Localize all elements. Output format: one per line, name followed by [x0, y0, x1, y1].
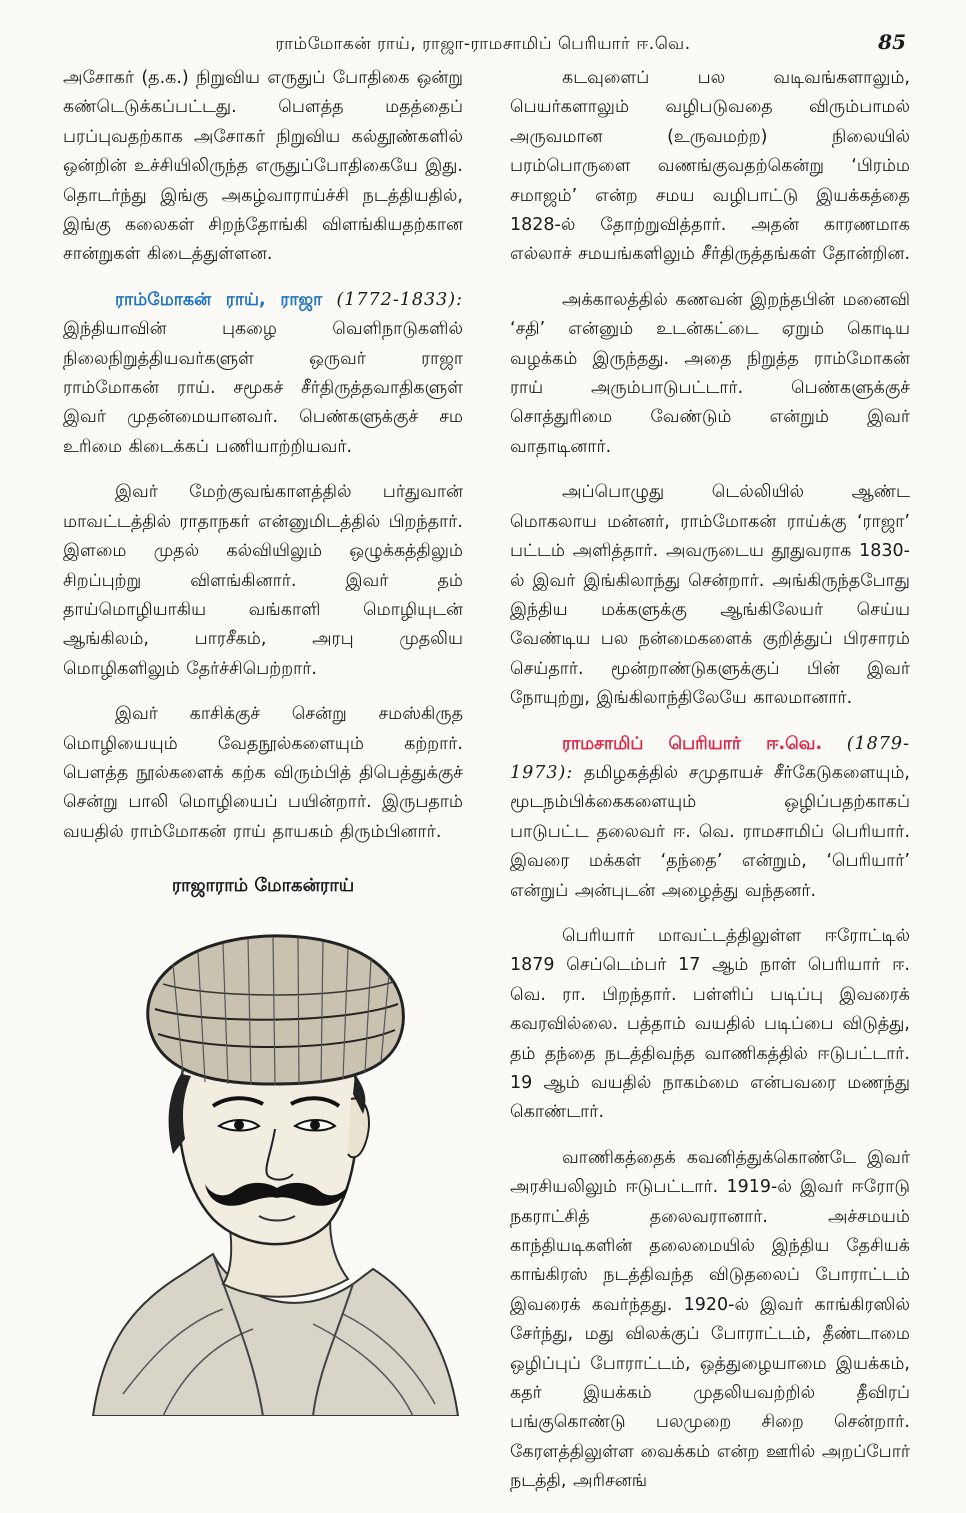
entry-paragraph [510, 730, 910, 906]
paragraph: இவர் காசிக்குச் சென்று சமஸ்கிருத மொழியையும் வேதநூல்களையும் கற்றார். பௌத்த நூல்களைக் கற்க விரும்பித் திபெத்துக்குச் சென்று பாலி மொழியைப் பயின்றார். இருபதாம் வயதில் ராம்மோகன் ராய் தாயகம் திரும்பினார். [63, 704, 463, 842]
entry-text: இந்தியாவின் புகழை வெளிநாடுகளில் நிலைநிறுத்தியவர்களுள் ஒருவர் ராஜா ராம்மோகன் ராய். சமூகச் சீர்திருத்தவாதிகளுள் இவர் முதன்மையானவர். பெண்களுக்குச் சம உரிமை கிடைக்கப் பணியாற்றியவர். [63, 319, 463, 457]
paragraph: வாணிகத்தைக் கவனித்துக்கொண்டே இவர் அரசியலிலும் ஈடுபட்டார். 1919-ல் இவர் ஈரோடு நகராட்சித் தலைவரானார். அச்சமயம் காந்தியடிகளின் தலைமையில் இந்திய தேசியக் காங்கிரஸ் நடத்திவந்த விடுதலைப் போராட்டம் இவரைக் கவர்ந்தது. 1920-ல் இவர் காங்கிரஸில் சேர்ந்து, மது விலக்குப் போராட்டம், தீண்டாமை ஒழிப்புப் போராட்டம், ஒத்துழையாமை இயக்கம், கதர் இயக்கம் முதலியவற்றில் தீவிரப் பங்குகொண்டு பலமுறை சிறை சென்றார். கேரளத்திலுள்ள வைக்கம் என்ற ஊரில் அறப்போர் நடத்தி, அரிசனங் [510, 1147, 910, 1492]
paragraph: இவர் மேற்குவங்காளத்தில் பர்துவான் மாவட்டத்தில் ராதாநகர் என்னுமிடத்தில் பிறந்தார். இளமை முதல் கல்வியிலும் ஒழுக்கத்திலும் சிறப்புற்று விளங்கினார். இவர் தம் தாய்மொழியாகிய வங்காளி மொழியுடன் ஆங்கிலம், பாரசீகம், அரபு முதலிய மொழிகளிலும் தேர்ச்சிபெற்றார். [63, 482, 463, 679]
running-head: ராம்மோகன் ராய், ராஜா-ராமசாமிப் பெரியார் ஈ.வெ. [275, 34, 691, 54]
right-column [510, 64, 910, 1513]
left-column [63, 64, 463, 1416]
entry-title: ராமசாமிப் பெரியார் ஈ.வெ. [562, 733, 823, 754]
paragraph: பெரியார் மாவட்டத்திலுள்ள ஈரோட்டில் 1879 செப்டெம்பர் 17 ஆம் நாள் பெரியார் ஈ. வெ. ரா. பிறந்தார். பள்ளிப் படிப்பு இவரைக் கவரவில்லை. பத்தாம் வயதில் படிப்பை விடுத்து, தம் தந்தை நடத்திவந்த வாணிகத்தில் ஈடுபட்டார். 19 ஆம் வயதில் நாகம்மை என்பவரை மணந்து கொண்டார். [510, 925, 910, 1123]
entry-paragraph [63, 286, 463, 462]
portrait-illustration [63, 924, 463, 1416]
paragraph: அக்காலத்தில் கணவன் இறந்தபின் மனைவி ‘சதி’ என்னும் உடன்கட்டை ஏறும் கொடிய வழக்கம் இருந்தது. அதை நிறுத்த ராம்மோகன் ராய் அரும்பாடுபட்டார். பெண்களுக்குச் சொத்துரிமை வேண்டும் என்றும் இவர் வாதாடினார். [510, 289, 910, 457]
entry-dates: (1772-1833): [336, 289, 463, 310]
figure-caption: ராஜாராம் மோகன்ராய் [171, 875, 355, 897]
paragraph: அப்பொழுது டெல்லியில் ஆண்ட மொகலாய மன்னர், ராம்மோகன் ராய்க்கு ‘ராஜா’ பட்டம் அளித்தார். அவருடைய தூதுவராக 1830-ல் இவர் இங்கிலாந்து சென்றார். அங்கிருந்தபோது இந்திய மக்களுக்கு ஆங்கிலேயர் செய்ய வேண்டிய பல நன்மைகளைக் குறித்துப் பிரசாரம் செய்தார். மூன்றாண்டுகளுக்குப் பின் இவர் நோயுற்று, இங்கிலாந்திலேயே காலமானார். [510, 482, 910, 709]
paragraph: அசோகர் (த.க.) நிறுவிய எருதுப் போதிகை ஒன்று கண்டெடுக்கப்பட்டது. பௌத்த மதத்தைப் பரப்புவதற்காக அசோகர் நிறுவிய கல்தூண்களில் ஒன்றின் உச்சியிலிருந்த எருதுப்போதிகையே இது. தொடர்ந்து இங்கு அகழ்வாராய்ச்சி நடத்தியதில், இங்கு கலைகள் சிறந்தோங்கி விளங்கியதற்கான சான்றுகள் கிடைத்துள்ளன. [63, 68, 463, 265]
paragraph: கடவுளைப் பல வடிவங்களாலும், பெயர்களாலும் வழிபடுவதை விரும்பாமல் அருவமான (உருவமற்ற) நிலையில் பரம்பொருளை வணங்குவதற்கென்று ‘பிரம்ம சமாஜம்’ என்ற சமய வழிபாட்டு இயக்கத்தை 1828-ல் தோற்றுவித்தார். அதன் காரணமாக எல்லாச் சமயங்களிலும் சீர்திருத்தங்கள் தோன்றின. [510, 68, 911, 265]
page-header [60, 30, 906, 60]
page-number: 85 [878, 30, 906, 54]
entry-title: ராம்மோகன் ராய், ராஜா [115, 289, 323, 310]
entry-text: தமிழகத்தில் சமுதாயச் சீர்கேடுகளையும், மூடநம்பிக்கைகளையும் ஒழிப்பதற்காகப் பாடுபட்ட தலைவர் ஈ. வெ. ராமசாமிப் பெரியார். இவரை மக்கள் ‘தந்தை’ என்றும், ‘பெரியார்’ என்றுப் அன்புடன் அழைத்து வந்தனர். [510, 762, 910, 901]
entry-dates: (1879-1973): [510, 733, 910, 783]
